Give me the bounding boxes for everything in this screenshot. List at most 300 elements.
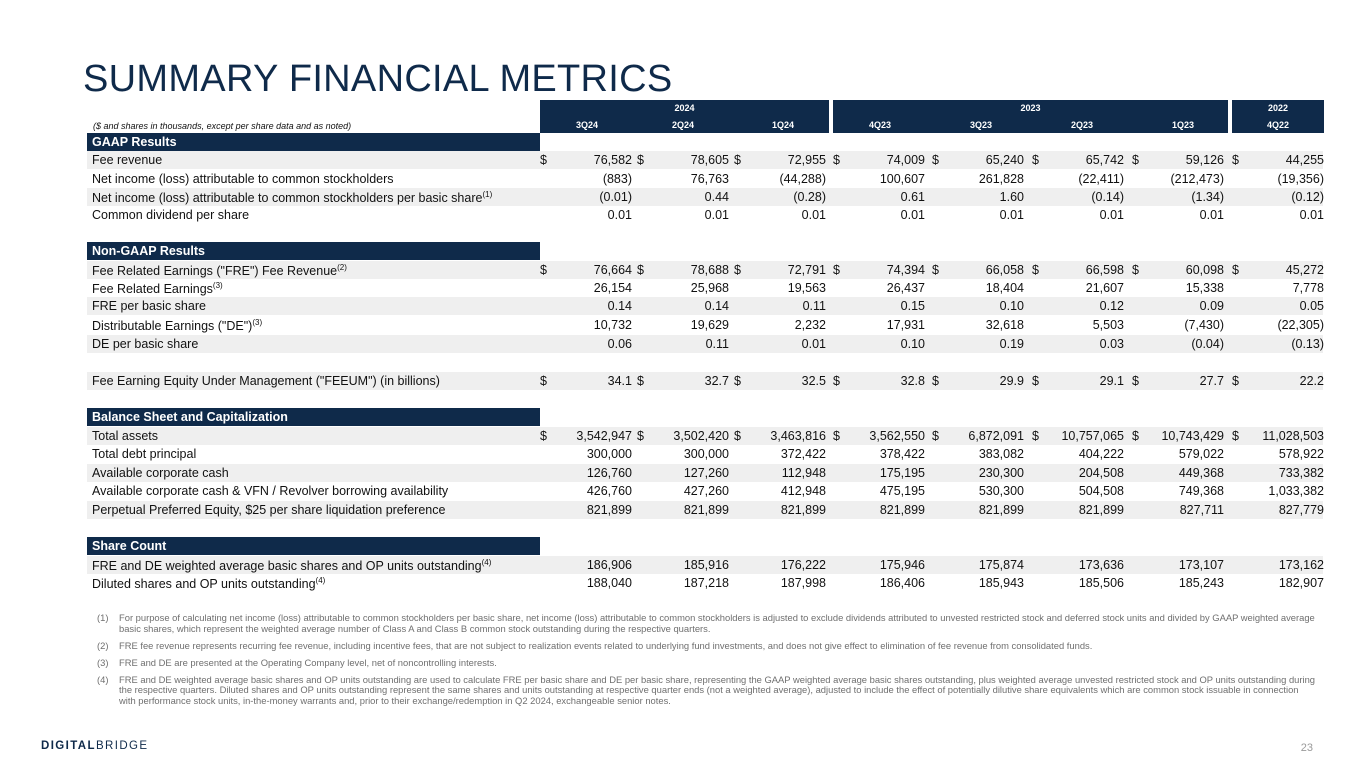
cell-value: 372,422 (780, 447, 826, 461)
row-label (92, 318, 262, 333)
cell-value: (0.04) (1191, 337, 1224, 351)
dollar-sign: $ (1232, 153, 1239, 167)
cell-value: 2,232 (794, 318, 826, 332)
cell-value: 412,948 (780, 484, 826, 498)
cell-value: 186,406 (879, 576, 925, 590)
dollar-sign: $ (637, 263, 644, 277)
dollar-sign: $ (833, 429, 840, 443)
row-label-text: DE per basic share (92, 337, 199, 351)
table-cell (932, 208, 1024, 223)
footnote (97, 613, 1317, 634)
cell-value: 0.10 (999, 299, 1024, 313)
table-cell (932, 429, 1024, 444)
table-cell (1232, 337, 1324, 352)
cell-value: (1.34) (1191, 190, 1224, 204)
quarter-header: 1Q24 (771, 120, 795, 130)
cell-value: 74,009 (886, 153, 925, 167)
page-number: 23 (1300, 742, 1313, 754)
table-cell (833, 153, 925, 168)
table-cell (1232, 172, 1324, 187)
cell-value: 0.19 (999, 337, 1024, 351)
cell-value: 0.05 (1299, 299, 1324, 313)
quarter-header: 2Q23 (1070, 120, 1094, 130)
table-cell (1232, 153, 1324, 168)
table-cell (833, 190, 925, 205)
cell-value: 18,404 (985, 281, 1024, 295)
table-cell (734, 172, 826, 187)
dollar-sign: $ (637, 153, 644, 167)
cell-value: 3,463,816 (770, 429, 826, 443)
cell-value: 185,916 (683, 558, 729, 572)
cell-value: 530,300 (978, 484, 1024, 498)
cell-value: 10,757,065 (1061, 429, 1124, 443)
row-label (92, 299, 206, 313)
dollar-sign: $ (637, 429, 644, 443)
table-cell (932, 190, 1024, 205)
footnote-ref: (4) (315, 576, 326, 585)
footnote-text: FRE and DE are presented at the Operating Company level, net of noncontrolling interests. (119, 656, 497, 668)
table-cell (1032, 429, 1124, 444)
dollar-sign: $ (932, 153, 939, 167)
cell-value: 74,394 (886, 263, 925, 277)
row-label (92, 503, 445, 517)
cell-value: (0.12) (1291, 190, 1324, 204)
year-label: 2022 (1267, 103, 1289, 113)
cell-value: 32.7 (704, 374, 729, 388)
dollar-sign: $ (1032, 374, 1039, 388)
table-cell (637, 263, 729, 278)
table-cell (637, 299, 729, 314)
table-row (87, 188, 1323, 206)
row-label-text: Fee Related Earnings ("FRE") Fee Revenue (92, 264, 338, 279)
footnote-text: For purpose of calculating net income (loss) attributable to common stockholders per basic share, net income (loss) attributable to common stockholders is adjusted to exclude dividends attributed to unvested restricted stock and deferred stock units and divided by GAAP weighted average basic shares, which represent the weighted average number of Class A and Class B common stock outstanding during the respective quarters. (119, 612, 1315, 634)
row-label-text: Total debt principal (92, 447, 197, 461)
year-label: 2023 (1020, 103, 1041, 113)
cell-value: 383,082 (978, 447, 1024, 461)
cell-value: 0.01 (1299, 208, 1324, 222)
cell-value: 504,508 (1078, 484, 1124, 498)
table-cell (540, 208, 632, 223)
cell-value: 59,126 (1185, 153, 1224, 167)
cell-value: 0.01 (1199, 208, 1224, 222)
table-row (87, 261, 1323, 279)
cell-value: 0.01 (704, 208, 729, 222)
cell-value: 173,107 (1178, 558, 1224, 572)
footnote-ref: (4) (481, 558, 492, 567)
table-cell (932, 337, 1024, 352)
dollar-sign: $ (1232, 263, 1239, 277)
cell-value: 230,300 (978, 466, 1024, 480)
quarter-header: 3Q24 (575, 120, 599, 130)
row-label-text: Fee revenue (92, 153, 163, 167)
footnote-number: (2) (97, 639, 109, 651)
dollar-sign: $ (734, 263, 741, 277)
cell-value: 749,368 (1178, 484, 1224, 498)
cell-value: 29.1 (1099, 374, 1124, 388)
cell-value: 0.11 (705, 337, 729, 351)
cell-value: (22,305) (1277, 318, 1324, 332)
table-cell (540, 153, 632, 168)
dollar-sign: $ (1132, 429, 1139, 443)
footnote-ref: (3) (212, 281, 223, 290)
table-row (87, 482, 1323, 500)
table-cell (1132, 558, 1224, 573)
cell-value: 821,899 (978, 503, 1024, 517)
table-cell (1232, 374, 1324, 389)
table-cell (833, 299, 925, 314)
cell-value: 821,899 (879, 503, 925, 517)
table-cell (932, 153, 1024, 168)
table-cell (734, 484, 826, 499)
table-cell (1132, 281, 1224, 296)
row-label-text: Diluted shares and OP units outstanding (92, 577, 316, 592)
cell-value: 449,368 (1178, 466, 1224, 480)
table-cell (932, 172, 1024, 187)
section-share-count: Share Count (87, 537, 540, 555)
table-cell (1132, 299, 1224, 314)
footnote (97, 675, 1317, 707)
table-cell (734, 281, 826, 296)
cell-value: 15,338 (1185, 281, 1224, 295)
logo-text-bridge: BRIDGE (95, 740, 149, 752)
table-cell (833, 172, 925, 187)
table-row (87, 206, 1323, 224)
table-cell (540, 484, 632, 499)
cell-value: 10,743,429 (1161, 429, 1224, 443)
table-cell (932, 299, 1024, 314)
table-cell (833, 263, 925, 278)
table-cell (1032, 576, 1124, 591)
table-cell (734, 558, 826, 573)
table-cell (932, 466, 1024, 481)
table-cell (637, 558, 729, 573)
table-row (87, 151, 1323, 169)
cell-value: 427,260 (683, 484, 729, 498)
table-cell (637, 281, 729, 296)
table-cell (833, 447, 925, 462)
table-cell (734, 299, 826, 314)
table-cell (1132, 337, 1224, 352)
cell-value: 126,760 (586, 466, 632, 480)
table-cell (833, 374, 925, 389)
table-cell (540, 374, 632, 389)
table-row (87, 170, 1323, 188)
table-row (87, 297, 1323, 315)
footnote-text: FRE and DE weighted average basic shares and OP units outstanding are used to calculate FRE per basic share and DE per basic share, representing the GAAP weighted average basic shares outstanding, plus weighted average unvested restricted stock and OP units outstanding during the respective quarters. Diluted shares and OP units outstanding represent the same shares and units outstanding at respective quarter ends (not a weighted average), adjusted to include the effect of potentially dilutive share equivalents which are common stock issuable in connection with performance stock units, in-the-money warrants and, prior to their exchange/redemption in Q2 2024, exchangeable senior notes. (119, 673, 1316, 707)
cell-value: 0.12 (1099, 299, 1124, 313)
table-cell (1132, 318, 1224, 333)
table-row (87, 427, 1323, 445)
dollar-sign: $ (932, 263, 939, 277)
table-cell (540, 429, 632, 444)
row-label-text: Fee Related Earnings (92, 282, 213, 297)
quarter-header: 1Q23 (1171, 120, 1195, 130)
digitalbridge-logo (41, 740, 148, 752)
table-cell (1132, 576, 1224, 591)
cell-value: 0.14 (704, 299, 729, 313)
table-cell (1032, 263, 1124, 278)
footnote-text: FRE fee revenue represents recurring fee revenue, including incentive fees, that are not subject to realization events related to underlying fund investments, and does not give effect to elimination of fee revenue from consolidated funds. (119, 639, 1093, 651)
table-cell (1032, 153, 1124, 168)
table-cell (833, 576, 925, 591)
cell-value: (0.13) (1291, 337, 1324, 351)
table-cell (540, 558, 632, 573)
cell-value: 19,563 (787, 281, 826, 295)
cell-value: 0.03 (1099, 337, 1124, 351)
table-cell (932, 281, 1024, 296)
table-cell (734, 153, 826, 168)
footnote-ref: (1) (482, 190, 493, 199)
footnote-ref: (2) (337, 263, 347, 272)
dollar-sign: $ (734, 153, 741, 167)
dollar-sign: $ (734, 374, 741, 388)
cell-value: 78,605 (690, 153, 729, 167)
cell-value: 26,437 (886, 281, 925, 295)
cell-value: 0.15 (900, 299, 925, 313)
cell-value: 66,598 (1085, 263, 1124, 277)
footnote (97, 641, 1317, 652)
cell-value: 0.01 (999, 208, 1024, 222)
row-label (92, 263, 347, 278)
table-cell (932, 447, 1024, 462)
cell-value: 76,763 (690, 172, 729, 186)
row-label-text: Available corporate cash (92, 466, 229, 480)
cell-value: (212,473) (1170, 172, 1224, 186)
cell-value: 32.5 (801, 374, 826, 388)
table-cell (1232, 263, 1324, 278)
row-label-text: Total assets (92, 429, 159, 443)
dollar-sign: $ (1132, 153, 1139, 167)
dollar-sign: $ (1232, 374, 1239, 388)
table-cell (637, 484, 729, 499)
table-cell (1132, 484, 1224, 499)
cell-value: 22.2 (1299, 374, 1324, 388)
cell-value: 173,636 (1078, 558, 1124, 572)
cell-value: 21,607 (1085, 281, 1124, 295)
table-cell (637, 429, 729, 444)
cell-value: 821,899 (1078, 503, 1124, 517)
table-cell (637, 503, 729, 518)
cell-value: 175,946 (879, 558, 925, 572)
table-cell (1032, 337, 1124, 352)
table-cell (932, 374, 1024, 389)
table-row (87, 464, 1323, 482)
cell-value: 0.14 (607, 299, 632, 313)
cell-value: 378,422 (879, 447, 925, 461)
table-row (87, 279, 1323, 297)
table-cell (540, 466, 632, 481)
quarter-header: 3Q23 (969, 120, 993, 130)
table-cell (932, 484, 1024, 499)
cell-value: 27.7 (1199, 374, 1224, 388)
cell-value: 475,195 (879, 484, 925, 498)
table-row (87, 556, 1323, 574)
table-row (87, 501, 1323, 519)
cell-value: 733,382 (1278, 466, 1324, 480)
table-cell (833, 484, 925, 499)
row-label (92, 337, 198, 351)
cell-value: 300,000 (586, 447, 632, 461)
cell-value: 78,688 (690, 263, 729, 277)
footnote-number: (3) (97, 656, 109, 668)
cell-value: 0.10 (900, 337, 925, 351)
cell-value: 0.01 (1099, 208, 1124, 222)
row-label (92, 190, 492, 205)
table-cell (734, 447, 826, 462)
table-cell (637, 172, 729, 187)
cell-value: 0.01 (801, 208, 826, 222)
cell-value: (19,356) (1277, 172, 1324, 186)
dollar-sign: $ (1032, 153, 1039, 167)
table-row (87, 316, 1323, 334)
table-cell (1232, 503, 1324, 518)
quarter-header: 4Q23 (868, 120, 892, 130)
row-label (92, 484, 448, 498)
table-cell (1032, 190, 1124, 205)
table-cell (833, 318, 925, 333)
dollar-sign: $ (932, 374, 939, 388)
cell-value: 426,760 (586, 484, 632, 498)
cell-value: 173,162 (1278, 558, 1324, 572)
cell-value: 10,732 (593, 318, 632, 332)
cell-value: 72,791 (787, 263, 826, 277)
table-cell (833, 466, 925, 481)
table-cell (1132, 172, 1224, 187)
cell-value: 404,222 (1078, 447, 1124, 461)
cell-value: 7,778 (1292, 281, 1324, 295)
row-label (92, 153, 162, 167)
cell-value: 11,028,503 (1262, 429, 1324, 443)
row-label (92, 208, 249, 222)
table-cell (932, 576, 1024, 591)
dollar-sign: $ (540, 429, 547, 443)
table-cell (734, 208, 826, 223)
quarter-header: 4Q22 (1266, 120, 1290, 130)
table-cell (734, 374, 826, 389)
table-cell (1232, 429, 1324, 444)
table-cell (1132, 374, 1224, 389)
table-cell (1132, 263, 1224, 278)
cell-value: 185,506 (1078, 576, 1124, 590)
table-cell (1232, 558, 1324, 573)
dollar-sign: $ (637, 374, 644, 388)
dollar-sign: $ (734, 429, 741, 443)
cell-value: 821,899 (683, 503, 729, 517)
table-cell (540, 503, 632, 518)
cell-value: 19,629 (690, 318, 729, 332)
table-cell (1232, 466, 1324, 481)
cell-value: 579,022 (1178, 447, 1224, 461)
table-cell (1032, 172, 1124, 187)
cell-value: 100,607 (879, 172, 925, 186)
table-cell (637, 374, 729, 389)
section-non-gaap-results: Non-GAAP Results (87, 242, 540, 260)
row-label (92, 281, 223, 296)
table-cell (833, 208, 925, 223)
table-cell (540, 576, 632, 591)
cell-value: 45,272 (1285, 263, 1324, 277)
dollar-sign: $ (833, 153, 840, 167)
cell-value: 65,240 (985, 153, 1024, 167)
cell-value: (44,288) (779, 172, 826, 186)
cell-value: 60,098 (1185, 263, 1224, 277)
table-cell (1132, 190, 1224, 205)
table-cell (1232, 447, 1324, 462)
table-cell (540, 263, 632, 278)
table-cell (1032, 299, 1124, 314)
table-cell (932, 263, 1024, 278)
cell-value: 6,872,091 (968, 429, 1024, 443)
table-cell (1132, 153, 1224, 168)
cell-value: 44,255 (1285, 153, 1324, 167)
row-label (92, 466, 229, 480)
cell-value: 5,503 (1092, 318, 1124, 332)
cell-value: 0.01 (801, 337, 826, 351)
cell-value: 185,943 (978, 576, 1024, 590)
units-note: ($ and shares in thousands, except per share data and as noted) (93, 121, 352, 131)
table-cell (637, 576, 729, 591)
table-cell (833, 429, 925, 444)
footnotes (97, 613, 1317, 713)
row-label-text: Fee Earning Equity Under Management ("FEEUM") (in billions) (92, 374, 440, 388)
table-cell (637, 153, 729, 168)
dollar-sign: $ (1032, 263, 1039, 277)
cell-value: 0.09 (1199, 299, 1224, 313)
table-cell (932, 558, 1024, 573)
table-cell (1032, 374, 1124, 389)
cell-value: 827,779 (1278, 503, 1324, 517)
cell-value: 300,000 (683, 447, 729, 461)
table-cell (1232, 190, 1324, 205)
cell-value: 72,955 (787, 153, 826, 167)
dollar-sign: $ (540, 374, 547, 388)
cell-value: 186,906 (586, 558, 632, 572)
table-cell (1232, 576, 1324, 591)
cell-value: 578,922 (1278, 447, 1324, 461)
table-cell (734, 503, 826, 518)
quarter-header: 2Q24 (671, 120, 695, 130)
dollar-sign: $ (833, 263, 840, 277)
cell-value: 0.06 (607, 337, 632, 351)
table-cell (1232, 281, 1324, 296)
cell-value: (883) (602, 172, 632, 186)
dollar-sign: $ (540, 153, 547, 167)
cell-value: 32,618 (985, 318, 1024, 332)
table-cell (540, 281, 632, 296)
cell-value: (0.01) (599, 190, 632, 204)
row-label (92, 576, 325, 591)
footnote-ref: (3) (252, 318, 263, 327)
cell-value: 176,222 (780, 558, 826, 572)
row-label-text: FRE per basic share (92, 299, 206, 313)
table-row (87, 335, 1323, 353)
row-label (92, 374, 440, 388)
table-cell (1132, 429, 1224, 444)
cell-value: 175,874 (978, 558, 1024, 572)
cell-value: 112,948 (781, 466, 826, 480)
table-cell (637, 447, 729, 462)
footnote-number: (1) (97, 612, 109, 623)
table-cell (1032, 503, 1124, 518)
table-cell (1232, 299, 1324, 314)
table-cell (1032, 558, 1124, 573)
table-cell (540, 318, 632, 333)
cell-value: 0.01 (607, 208, 632, 222)
dollar-sign: $ (540, 263, 547, 277)
row-label-text: Common dividend per share (92, 208, 250, 222)
row-label-text: Net income (loss) attributable to common stockholders per basic share (92, 191, 483, 206)
table-cell (637, 466, 729, 481)
